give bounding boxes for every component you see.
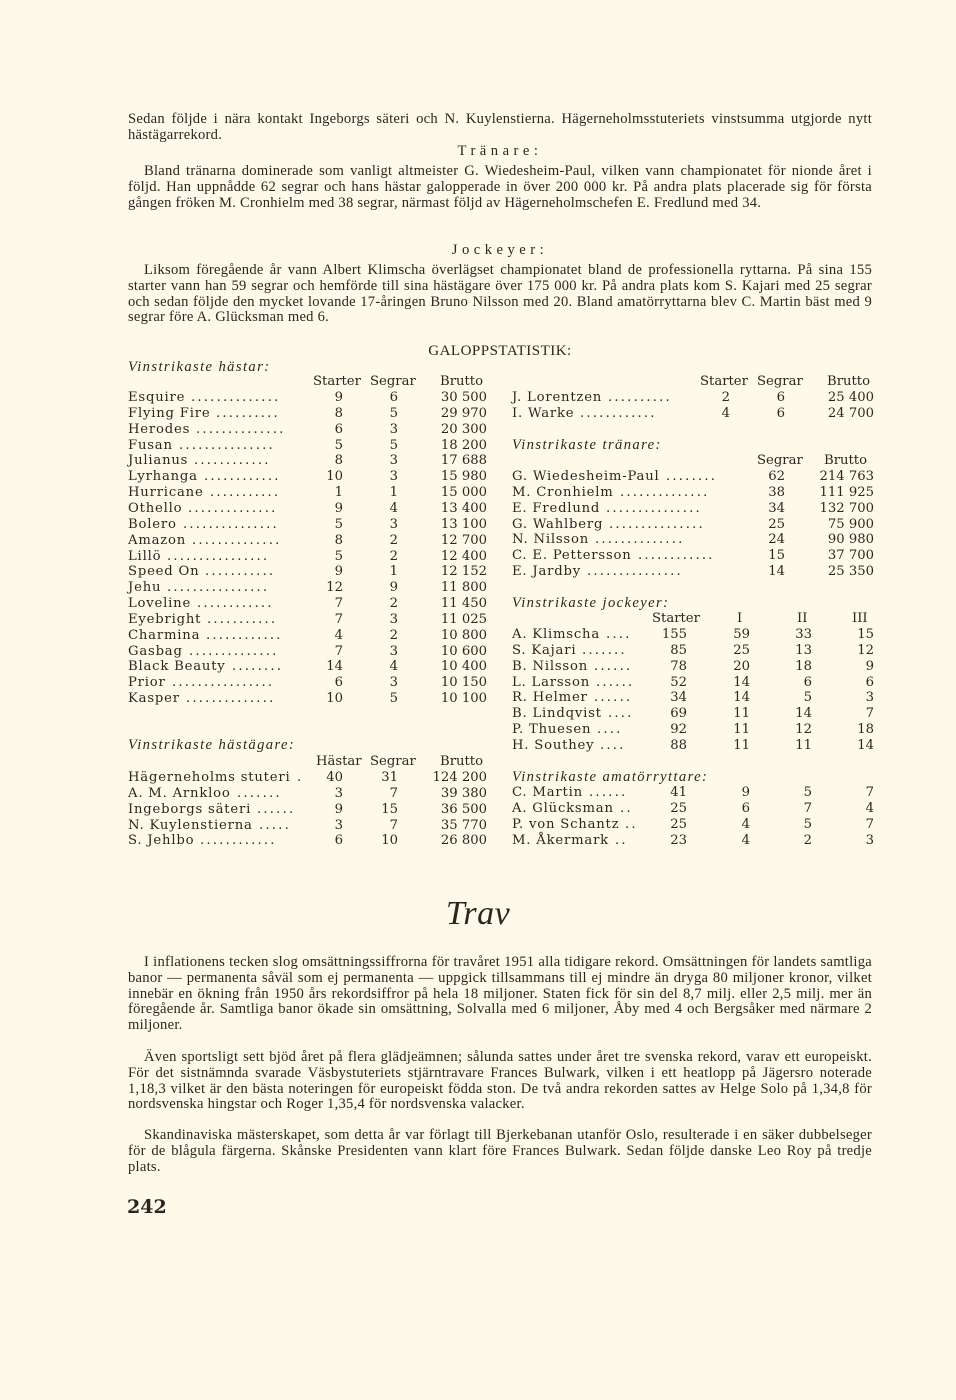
horse-name: Esquire (128, 390, 186, 405)
jockeyer-table-title: Vinstrikaste jockeyer: (512, 595, 670, 611)
cell-ii: 13 (795, 642, 812, 658)
dot-leader: ............... (609, 516, 705, 532)
cell-segrar: 2 (389, 548, 398, 564)
intro-paragraph (128, 112, 872, 144)
cell-segrar: 3 (389, 516, 398, 532)
horse-name: Speed On (128, 564, 200, 580)
cell-brutto: 10 400 (440, 659, 487, 675)
trainer-name: E. Jardby (512, 564, 581, 580)
dot-leader: ............ (580, 405, 657, 421)
dot-leader: ............ (194, 453, 271, 469)
jockey-name: L. Larsson (512, 674, 591, 690)
cell-brutto: 35 770 (440, 817, 487, 833)
header-brutto: Brutto (824, 453, 868, 468)
dot-leader: ............ (197, 596, 274, 612)
dot-leader: .......... (216, 405, 280, 421)
cell-ii: 5 (803, 785, 812, 800)
dot-leader: ............ (206, 627, 283, 643)
cell-brutto: 17 688 (440, 453, 487, 469)
trav-paragraph-1 (128, 955, 872, 1034)
trav-text-1: I inflationens tecken slog omsättningssiffrorna för travåret 1951 alla tidigare rekord. Omsättningen för landets samtliga banor — permanenta såväl som ej permanenta — uppgick tillsammans till ej mindre än dryga 80 miljoner kronor, vilket innebär en ökning från 1950 års rekordsiffror på hela 18 miljoner. Staten fick för sin del 8,7 milj. eller 2,5 milj. mer än föregående år. Samtliga banor ökade sin omsättning, Solvalla med 6 miljoner, Åby med 4 och Bergsåker med närmare 2 miljoner. (128, 954, 872, 1034)
cell-ii: 33 (795, 627, 812, 642)
cell-starter: 155 (661, 627, 687, 642)
trav-text-2: Även sportsligt sett bjöd året på flera glädjeämnen; sålunda sattes under året tre svenska rekord, varav ett europeiskt. För det sistnämnda svarade Väsbystuteriets stjärntravare Frances Bulwark, vilken i ett heatlopp på Jägersro noterade 1,18,3 vilket är den bästa noteringen för europeiskt födda ston. De två andra rekorden sattes av Helge Solo på 1,34,8 för nordsvenska hingstar och Roger 1,35,4 för nordsvenska valacker. (128, 1049, 872, 1113)
dot-leader: ........... (210, 485, 281, 501)
cell-brutto: 10 800 (440, 627, 487, 643)
header-brutto: Brutto (440, 754, 484, 769)
cell-iii: 18 (857, 722, 874, 738)
cell-hastar: 40 (326, 770, 343, 785)
cell-starter: 4 (334, 627, 343, 643)
dot-leader: ............ (638, 548, 715, 564)
horse-name: Prior (128, 675, 166, 691)
cell-brutto: 24 700 (827, 405, 874, 421)
jockey-name: H. Southey (512, 737, 595, 753)
horse-name: Charmina (128, 627, 201, 643)
cell-segrar: 10 (381, 833, 398, 849)
dot-leader: .............. (188, 500, 278, 516)
cell-brutto: 13 400 (440, 500, 487, 516)
dot-leader: .............. (186, 691, 276, 707)
cell-segrar: 2 (389, 596, 398, 612)
cell-i: 14 (733, 690, 750, 706)
owner-name: A. M. Arnkloo (128, 785, 231, 801)
cell-starter: 6 (334, 421, 343, 437)
cell-brutto: 214 763 (819, 469, 874, 484)
cell-starter: 12 (326, 580, 343, 596)
trainer-name: G. Wiedesheim-Paul (512, 469, 660, 484)
dot-leader: ............... (183, 516, 279, 532)
cell-iii: 6 (865, 674, 874, 690)
header-second: II (797, 611, 808, 626)
dot-leader: ................ (172, 675, 275, 691)
horse-name: Othello (128, 500, 183, 516)
cell-brutto: 10 600 (440, 643, 487, 659)
cell-hastar: 9 (334, 801, 343, 817)
trav-section-title: Trav (445, 895, 511, 932)
cell-starter: 6 (334, 675, 343, 691)
horse-name: Fusan (128, 437, 173, 453)
cell-starter: 92 (670, 722, 687, 738)
tranare-heading: Tränare: (457, 143, 543, 159)
cell-brutto: 37 700 (827, 548, 874, 564)
jockey-name: B. Lindqvist (512, 706, 602, 722)
horse-name: Loveline (128, 596, 192, 612)
cell-brutto: 12 400 (440, 548, 487, 564)
cell-brutto: 11 025 (440, 611, 487, 627)
cell-segrar: 15 (768, 548, 785, 564)
cell-segrar: 3 (389, 675, 398, 691)
dot-leader: .............. (189, 643, 279, 659)
dot-leader: ...... (594, 690, 633, 706)
cell-segrar: 7 (389, 785, 398, 801)
owner-name: N. Kuylenstierna (128, 817, 253, 833)
dot-leader: .. (625, 816, 638, 832)
header-segrar: Segrar (757, 453, 803, 468)
cell-segrar: 3 (389, 643, 398, 659)
cell-ii: 5 (803, 690, 812, 706)
cell-starter: 25 (670, 800, 687, 816)
cell-iii: 3 (865, 690, 874, 706)
cell-starter: 14 (326, 659, 343, 675)
owner-name: Hägerneholms stuteri (128, 770, 291, 785)
dot-leader: ........... (207, 611, 278, 627)
cell-brutto: 12 152 (440, 564, 487, 580)
cell-starter: 2 (721, 390, 730, 405)
cell-starter: 78 (670, 658, 687, 674)
cell-starter: 41 (670, 785, 687, 800)
cell-brutto: 15 000 (440, 485, 487, 501)
hastagare-table-title: Vinstrikaste hästägare: (128, 737, 296, 753)
cell-segrar: 38 (768, 484, 785, 500)
dot-leader: ...... (596, 674, 635, 690)
cell-starter: 7 (334, 643, 343, 659)
horse-name: J. Lorentzen (512, 390, 603, 405)
header-segrar: Segrar (757, 374, 803, 389)
trainer-name: N. Nilsson (512, 532, 590, 548)
header-segrar: Segrar (370, 374, 416, 389)
horse-name: Gasbag (128, 643, 183, 659)
cell-i: 25 (733, 642, 750, 658)
dot-leader: ............... (587, 564, 683, 580)
dot-leader: .............. (620, 484, 710, 500)
cell-segrar: 24 (768, 532, 785, 548)
cell-starter: 9 (334, 564, 343, 580)
cell-brutto: 25 350 (827, 564, 874, 580)
dot-leader: .. (615, 832, 628, 848)
cell-starter: 8 (334, 532, 343, 548)
cell-segrar: 6 (389, 390, 398, 405)
cell-i: 11 (733, 706, 750, 722)
dot-leader: ............ (204, 469, 281, 485)
cell-segrar: 1 (389, 564, 398, 580)
cell-i: 9 (741, 785, 750, 800)
cell-brutto: 10 150 (440, 675, 487, 691)
jockeyer-heading: Jockeyer: (451, 242, 549, 258)
cell-segrar: 3 (389, 421, 398, 437)
dot-leader: ....... (582, 642, 627, 658)
dot-leader: ...... (594, 658, 633, 674)
cell-brutto: 90 980 (827, 532, 874, 548)
dot-leader: .............. (191, 390, 281, 405)
cell-ii: 2 (803, 832, 812, 848)
cell-iii: 7 (865, 706, 874, 722)
dot-leader: ...... (257, 801, 296, 817)
cell-segrar: 5 (389, 405, 398, 421)
dot-leader: .... (600, 737, 626, 753)
dot-leader: .. (620, 800, 633, 816)
cell-segrar: 5 (389, 437, 398, 453)
cell-brutto: 30 500 (440, 390, 487, 405)
cell-segrar: 7 (389, 817, 398, 833)
jockey-name: R. Helmer (512, 690, 588, 706)
cell-starter: 7 (334, 611, 343, 627)
cell-starter: 9 (334, 390, 343, 405)
cell-starter: 52 (670, 674, 687, 690)
trainer-name: G. Wahlberg (512, 516, 604, 532)
cell-brutto: 15 980 (440, 469, 487, 485)
cell-i: 6 (741, 800, 750, 816)
tranare-paragraph (128, 164, 872, 211)
jockeyer-text: Liksom föregående år vann Albert Klimscha överlägset championatet bland de professionella ryttarna. På sina 155 starter vann han 59 segrar och hemförde till sina hästägare över 175 000 kr. På andra plats kom S. Kajari med 25 segrar och sedan följde den mycket lovande 17-åringen Bruno Nilsson med 20. Bland amatörryttarna blev C. Martin bäst med 9 segrar före A. Glücksman med 6. (128, 262, 872, 326)
dot-leader: ........... (205, 564, 276, 580)
cell-brutto: 132 700 (819, 500, 874, 516)
cell-i: 14 (733, 674, 750, 690)
header-third: III (852, 611, 868, 626)
jockey-name: B. Nilsson (512, 658, 589, 674)
galoppstatistik-heading: GALOPPSTATISTIK: (428, 343, 572, 359)
cell-brutto: 13 100 (440, 516, 487, 532)
rider-name: P. von Schantz (512, 816, 620, 832)
rider-name: C. Martin (512, 785, 583, 800)
dot-leader: ................ (167, 580, 270, 596)
cell-ii: 18 (795, 658, 812, 674)
horse-name: I. Warke (512, 405, 575, 421)
cell-brutto: 36 500 (440, 801, 487, 817)
cell-segrar: 4 (389, 659, 398, 675)
cell-ii: 6 (803, 674, 812, 690)
trainer-name: M. Cronhielm (512, 484, 614, 500)
cell-i: 20 (733, 658, 750, 674)
cell-starter: 9 (334, 500, 343, 516)
cell-starter: 5 (334, 437, 343, 453)
cell-i: 59 (733, 627, 750, 642)
trainer-name: C. E. Pettersson (512, 548, 632, 564)
dot-leader: . (297, 770, 304, 785)
amatorryttare-table-title: Vinstrikaste amatörryttare: (512, 769, 709, 785)
dot-leader: .............. (192, 532, 282, 548)
tranare-text: Bland tränarna dominerade som vanligt altmeister G. Wiedesheim-Paul, vilken vann championatet för nionde året i följd. Han uppnådde 62 segrar och hans hästar galopperade in över 200 000 kr. På andra plats placerade sig för första gången fröken M. Cronhielm med 38 segrar, närmast följd av Hägerneholmschefen E. Fredlund med 34. (128, 163, 872, 211)
cell-starter: 8 (334, 453, 343, 469)
cell-segrar: 5 (389, 691, 398, 707)
cell-ii: 14 (795, 706, 812, 722)
horse-name: Julianus (128, 453, 189, 469)
page-number: 242 (127, 1196, 167, 1218)
cell-iii: 4 (865, 800, 874, 816)
horse-name: Black Beauty (128, 659, 226, 675)
dot-leader: ...... (589, 785, 628, 800)
cell-iii: 9 (865, 658, 874, 674)
rider-name: A. Glücksman (512, 800, 614, 816)
horse-name: Lyrhanga (128, 469, 198, 485)
dot-leader: ........ (232, 659, 284, 675)
header-hastar: Hästar (316, 754, 362, 769)
rider-name: M. Åkermark (512, 832, 609, 848)
cell-segrar: 2 (389, 627, 398, 643)
cell-brutto: 124 200 (432, 770, 487, 785)
cell-brutto: 75 900 (827, 516, 874, 532)
dot-leader: .... (608, 706, 634, 722)
cell-ii: 12 (795, 722, 812, 738)
cell-hastar: 6 (334, 833, 343, 849)
horse-name: Jehu (128, 580, 162, 596)
cell-brutto: 10 100 (440, 691, 487, 707)
header-brutto: Brutto (827, 374, 871, 389)
header-brutto: Brutto (440, 374, 484, 389)
tranare-table-title: Vinstrikaste tränare: (512, 437, 662, 453)
cell-segrar: 25 (768, 516, 785, 532)
dot-leader: .... (597, 722, 623, 738)
cell-starter: 5 (334, 516, 343, 532)
cell-segrar: 62 (768, 469, 785, 484)
cell-segrar: 2 (389, 532, 398, 548)
dot-leader: ................ (167, 548, 270, 564)
cell-hastar: 3 (334, 817, 343, 833)
dot-leader: .............. (595, 532, 685, 548)
cell-ii: 7 (803, 800, 812, 816)
cell-starter: 8 (334, 405, 343, 421)
cell-segrar: 15 (381, 801, 398, 817)
hastar-table-title: Vinstrikaste hästar: (128, 359, 271, 375)
dot-leader: ............ (200, 833, 277, 849)
dot-leader: .... (606, 627, 632, 642)
horse-name: Kasper (128, 691, 180, 707)
cell-starter: 1 (334, 485, 343, 501)
cell-brutto: 11 450 (440, 596, 487, 612)
cell-brutto: 11 800 (440, 580, 487, 596)
trav-paragraph-3 (128, 1128, 872, 1175)
header-segrar: Segrar (370, 754, 416, 769)
cell-segrar: 6 (776, 390, 785, 405)
cell-segrar: 14 (768, 564, 785, 580)
cell-brutto: 12 700 (440, 532, 487, 548)
cell-iii: 7 (865, 785, 874, 800)
cell-starter: 23 (670, 832, 687, 848)
jockey-name: S. Kajari (512, 642, 577, 658)
header-starter: Starter (700, 374, 748, 389)
jockeyer-paragraph (128, 263, 872, 326)
header-starter: Starter (313, 374, 361, 389)
jockey-name: A. Klimscha (512, 627, 601, 642)
cell-segrar: 3 (389, 469, 398, 485)
horse-name: Flying Fire (128, 405, 211, 421)
cell-segrar: 4 (389, 500, 398, 516)
horse-name: Herodes (128, 421, 191, 437)
horse-name: Bolero (128, 516, 177, 532)
cell-i: 11 (733, 737, 750, 753)
cell-starter: 25 (670, 816, 687, 832)
cell-segrar: 31 (381, 770, 398, 785)
cell-brutto: 25 400 (827, 390, 874, 405)
cell-segrar: 9 (389, 580, 398, 596)
cell-starter: 10 (326, 469, 343, 485)
horse-name: Hurricane (128, 485, 204, 501)
cell-starter: 5 (334, 548, 343, 564)
header-first: I (737, 611, 743, 626)
cell-brutto: 26 800 (440, 833, 487, 849)
cell-starter: 34 (670, 690, 687, 706)
dot-leader: ............... (179, 437, 275, 453)
cell-starter: 88 (670, 737, 687, 753)
dot-leader: ........ (666, 469, 718, 484)
cell-brutto: 20 300 (440, 421, 487, 437)
dot-leader: .......... (608, 390, 672, 405)
dot-leader: ..... (259, 817, 291, 833)
dot-leader: ....... (237, 785, 282, 801)
trav-paragraph-2 (128, 1050, 872, 1113)
trav-text-3: Skandinaviska mästerskapet, som detta år var förlagt till Bjerkebanan utanför Oslo, resulterade i en säker dubbelseger för de blågula färgerna. Skånske Presidenten vann klart före Frances Bulwark. Sedan följde danske Leo Roy på tredje plats. (128, 1127, 872, 1175)
header-starter: Starter (652, 611, 700, 626)
cell-i: 11 (733, 722, 750, 738)
cell-ii: 5 (803, 816, 812, 832)
horse-name: Eyebright (128, 611, 202, 627)
cell-brutto: 111 925 (819, 484, 874, 500)
cell-iii: 7 (865, 816, 874, 832)
cell-starter: 7 (334, 596, 343, 612)
cell-i: 4 (741, 832, 750, 848)
cell-segrar: 3 (389, 453, 398, 469)
intro-text: Sedan följde i nära kontakt Ingeborgs säteri och N. Kuylenstierna. Hägerneholmsstuteriets vinstsumma utgjorde nytt hästägarrekord. (128, 111, 872, 143)
cell-iii: 3 (865, 832, 874, 848)
dot-leader: .............. (196, 421, 286, 437)
cell-iii: 15 (857, 627, 874, 642)
cell-segrar: 6 (776, 405, 785, 421)
cell-iii: 14 (857, 737, 874, 753)
dot-leader: ............... (606, 500, 702, 516)
owner-name: S. Jehlbo (128, 833, 195, 849)
cell-brutto: 18 200 (440, 437, 487, 453)
cell-i: 4 (741, 816, 750, 832)
cell-starter: 10 (326, 691, 343, 707)
horse-name: Amazon (128, 532, 187, 548)
cell-hastar: 3 (334, 785, 343, 801)
cell-starter: 85 (670, 642, 687, 658)
owner-name: Ingeborgs säteri (128, 801, 252, 817)
horse-name: Lillö (128, 548, 162, 564)
cell-segrar: 1 (389, 485, 398, 501)
trainer-name: E. Fredlund (512, 500, 601, 516)
cell-brutto: 39 380 (440, 785, 487, 801)
cell-starter: 69 (670, 706, 687, 722)
cell-brutto: 29 970 (440, 405, 487, 421)
cell-segrar: 3 (389, 611, 398, 627)
cell-segrar: 34 (768, 500, 785, 516)
cell-starter: 4 (721, 405, 730, 421)
cell-iii: 12 (857, 642, 874, 658)
cell-ii: 11 (795, 737, 812, 753)
jockey-name: P. Thuesen (512, 722, 592, 738)
